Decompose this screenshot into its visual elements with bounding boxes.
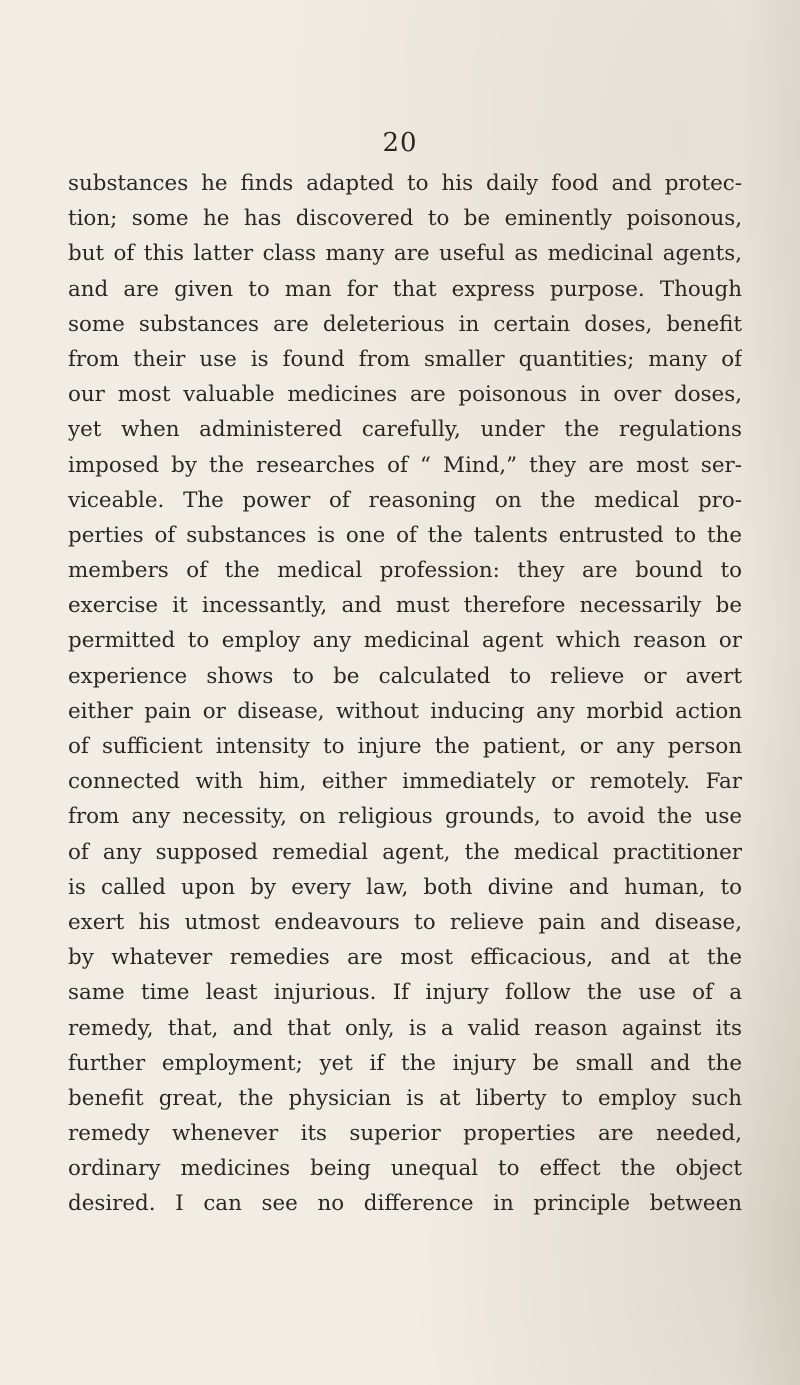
text-line: exercise it incessantly, and must therefore necessarily be [68, 593, 742, 619]
text-line: same time least injurious. If injury follow the use of a [68, 980, 742, 1006]
text-line: yet when administered carefully, under the regulations [68, 417, 742, 443]
text-line: ordinary medicines being unequal to effect the object [68, 1156, 742, 1182]
text-line: but of this latter class many are useful as medicinal agents, [68, 241, 742, 267]
text-line: exert his utmost endeavours to relieve pain and disease, [68, 909, 742, 935]
text-line: imposed by the researches of “ Mind,” they are most ser- [68, 452, 742, 478]
text-line: connected with him, either immediately or remotely. Far [68, 769, 742, 795]
text-line: is called upon by every law, both divine and human, to [68, 874, 742, 900]
text-line: tion; some he has discovered to be eminently poisonous, [68, 206, 742, 232]
text-line: by whatever remedies are most efficacious, and at the [68, 945, 742, 971]
text-line: benefit great, the physician is at liberty to employ such [68, 1085, 742, 1111]
text-line: and are given to man for that express purpose. Though [68, 276, 742, 302]
text-line: members of the medical profession: they are bound to [68, 558, 742, 584]
text-line: further employment; yet if the injury be small and the [68, 1050, 742, 1076]
page-number: 20 [382, 128, 418, 158]
text-line: some substances are deleterious in certain doses, benefit [68, 311, 742, 337]
text-line: either pain or disease, without inducing any morbid action [68, 698, 742, 724]
text-line: permitted to employ any medicinal agent which reason or [68, 628, 742, 654]
text-line: of sufficient intensity to injure the patient, or any person [68, 734, 742, 759]
body-text [68, 166, 742, 1222]
text-line: substances he finds adapted to his daily food and protec- [68, 171, 742, 196]
text-line: of any supposed remedial agent, the medical practitioner [68, 839, 742, 865]
text-line: perties of substances is one of the talents entrusted to the [68, 522, 742, 548]
text-line: desired. I can see no difference in principle between [68, 1191, 742, 1217]
text-line: our most valuable medicines are poisonous in over doses, [68, 382, 742, 408]
text-line: viceable. The power of reasoning on the medical pro- [68, 487, 742, 513]
text-line: from their use is found from smaller quantities; many of [68, 346, 742, 372]
text-line: remedy, that, and that only, is a valid reason against its [68, 1015, 742, 1041]
text-line: from any necessity, on religious grounds, to avoid the use [68, 804, 742, 830]
text-line: remedy whenever its superior properties are needed, [68, 1121, 742, 1147]
text-line: experience shows to be calculated to relieve or avert [68, 663, 742, 689]
